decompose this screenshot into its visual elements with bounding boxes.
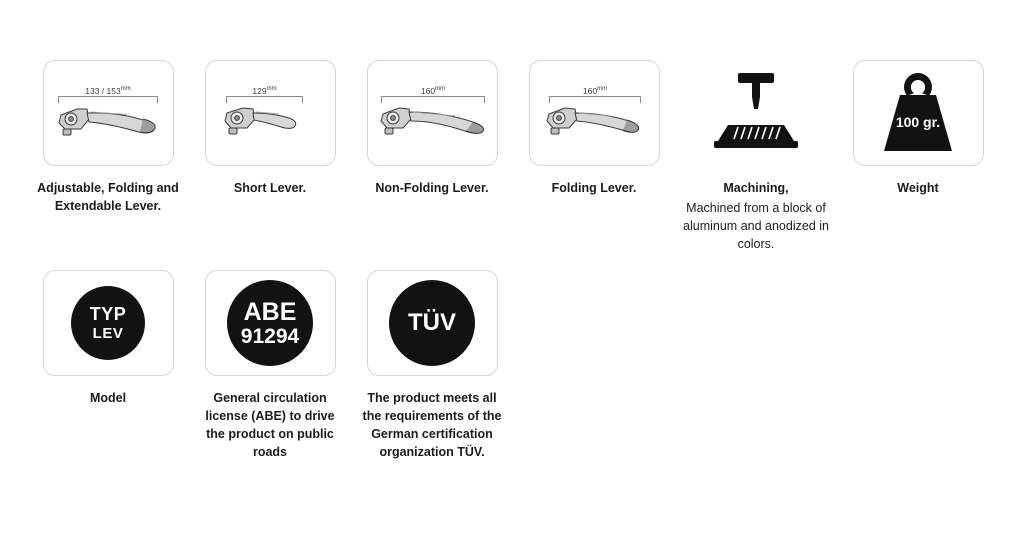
abe-badge-icon: [227, 280, 313, 366]
feature-caption: Folding Lever.: [551, 181, 637, 195]
feature-tuv-certification: [357, 270, 507, 462]
dimension-value: 160: [582, 85, 598, 96]
feature-caption: Model: [89, 391, 127, 405]
weight-value: 100 gr.: [895, 114, 941, 130]
dimension-value: 160: [420, 85, 436, 96]
feature-caption: General circulation license (ABE) to drive the product on public roads: [205, 391, 335, 460]
lever-icon: [51, 99, 165, 145]
lever-drawing: [209, 65, 331, 161]
tuv-tile: [367, 270, 498, 376]
dimension-label: [381, 84, 485, 96]
tuv-badge-icon: [389, 280, 475, 366]
lever-icon: [375, 99, 489, 145]
dimension-label: [58, 84, 158, 96]
dimension-rule: [381, 96, 485, 97]
lever-icon: [537, 99, 651, 145]
lever-drawing: [371, 65, 493, 161]
abe-tile: [205, 270, 336, 376]
dimension-unit: mm: [435, 86, 446, 92]
feature-caption: Short Lever.: [233, 181, 307, 195]
feature-model: [33, 270, 183, 407]
feature-machining: [681, 60, 831, 254]
weight-tile: [853, 60, 984, 166]
machining-tile: [691, 60, 822, 166]
dimension-rule: [58, 96, 158, 97]
dimension-unit: mm: [597, 86, 608, 92]
feature-weight: [843, 60, 993, 197]
lever-icon: [213, 99, 327, 145]
model-tile: [43, 270, 174, 376]
feature-subcaption: Machined from a block of aluminum and anodized in colors.: [683, 201, 829, 252]
lever-tile: [529, 60, 660, 166]
lever-drawing: [533, 65, 655, 161]
tuv-badge-line1: TÜV: [408, 309, 456, 336]
dimension-rule: [226, 96, 303, 97]
dimension-rule: [549, 96, 641, 97]
dimension-value: 129: [252, 85, 267, 96]
lever-tile: [43, 60, 174, 166]
feature-caption: Non-Folding Lever.: [375, 181, 489, 195]
lever-drawing: [47, 65, 169, 161]
feature-caption: Machining,: [723, 181, 789, 195]
feature-caption: Adjustable, Folding and Extendable Lever.: [37, 181, 179, 214]
feature-adjustable-folding-extendable-lever: [33, 60, 183, 215]
abe-badge-line1: ABE: [243, 297, 297, 326]
model-badge-icon: [71, 286, 145, 360]
dimension-unit: mm: [266, 86, 277, 92]
dimension-line: [549, 85, 641, 99]
dimension-line: [226, 85, 303, 99]
dimension-value: 133 / 153: [85, 85, 121, 96]
dimension-label: [549, 84, 641, 96]
feature-caption: Weight: [897, 181, 939, 195]
feature-folding-lever: [519, 60, 669, 197]
dimension-line: [381, 85, 485, 99]
abe-badge-line2: 91294: [240, 324, 300, 348]
lever-tile: [205, 60, 336, 166]
dimension-unit: mm: [120, 86, 131, 92]
feature-caption: The product meets all the requirements of the German certification organization TÜV.: [362, 391, 502, 460]
feature-short-lever: [195, 60, 345, 197]
feature-abe-certification: [195, 270, 345, 462]
model-badge-line2: LEV: [92, 325, 124, 342]
dimension-label: [226, 84, 303, 96]
weight-icon: [866, 65, 970, 161]
model-badge-line1: TYP: [89, 304, 127, 324]
feature-non-folding-lever: [357, 60, 507, 197]
lever-tile: [367, 60, 498, 166]
dimension-line: [58, 85, 158, 99]
cnc-machining-icon: [708, 65, 804, 161]
